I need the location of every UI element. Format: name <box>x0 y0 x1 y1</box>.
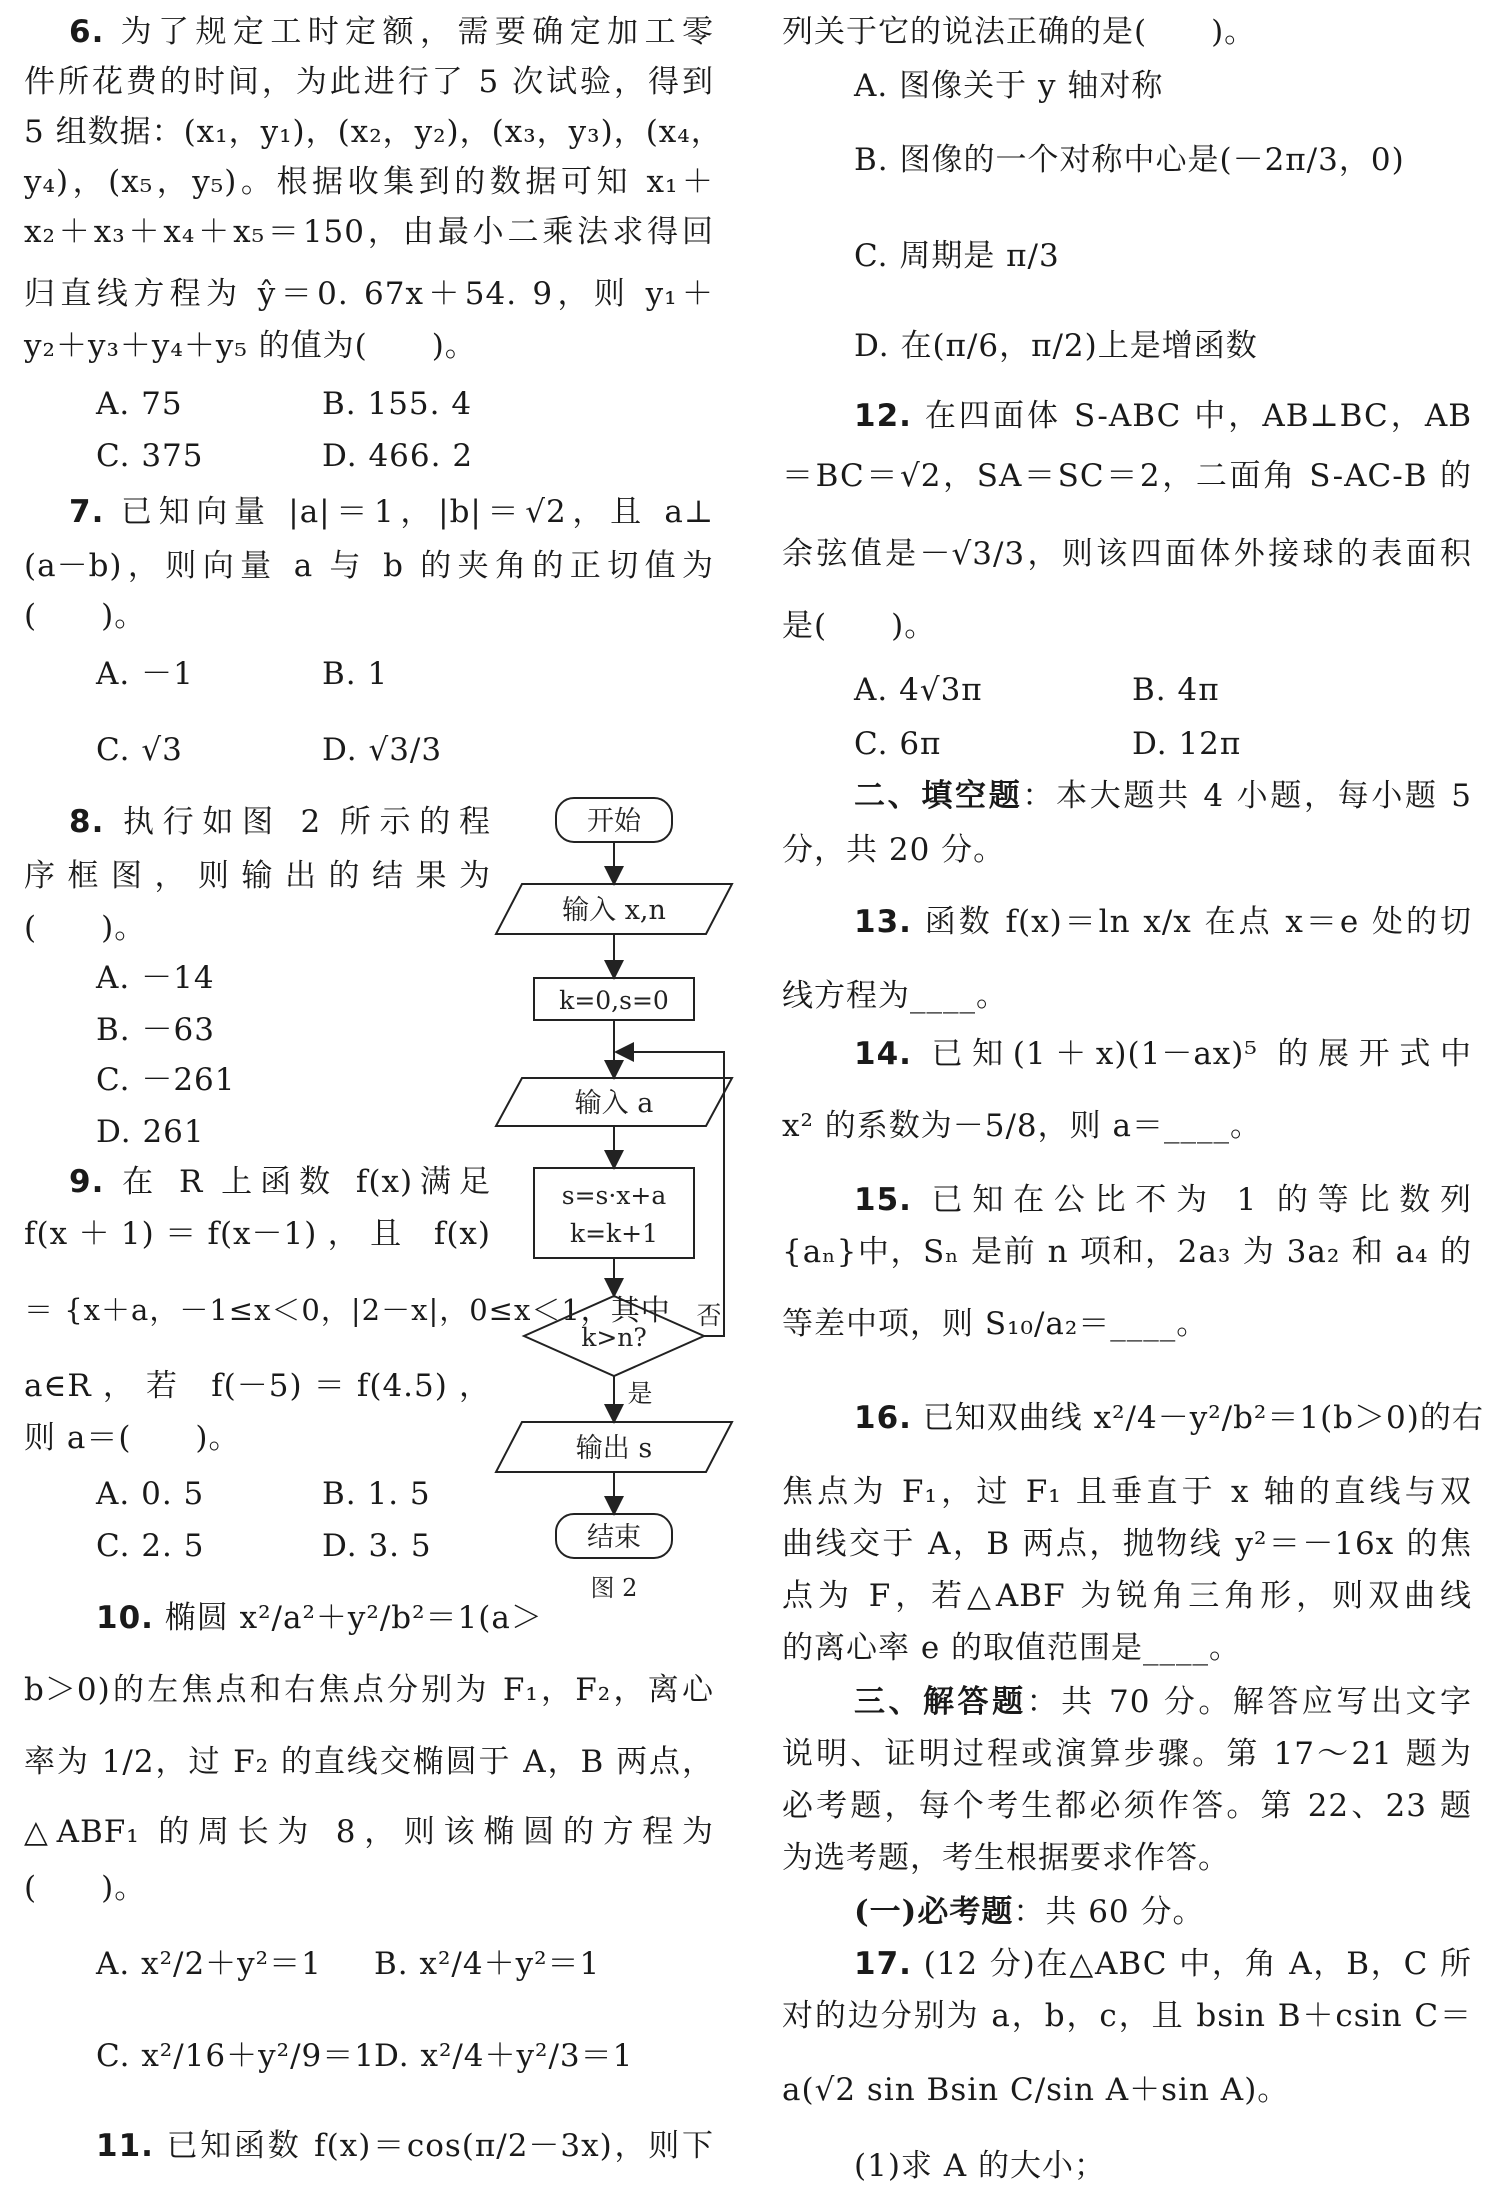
option-a: A. 4√3π <box>854 672 983 708</box>
question-9-line <box>24 1214 491 1254</box>
section-text: 为选考题，考生根据要求作答。 <box>782 1840 1230 1876</box>
question-10-line <box>24 1742 714 1782</box>
question-number: 16. <box>854 1400 912 1436</box>
question-text: 对的边分别为 a，b，c，且 bsin B＋csin C＝ <box>782 1998 1472 2034</box>
section-3-line <box>782 1786 1472 1826</box>
question-14-line <box>782 1106 1262 1146</box>
question-text: 在 R 上函数 f(x)满足 <box>104 1164 491 1200</box>
question-text: (12 分)在△ABC 中，角 A，B，C 所 <box>911 1946 1472 1982</box>
question-12-line <box>854 396 1472 436</box>
flow-update1-label: s=s·x+a <box>561 1181 667 1210</box>
question-text: 序框图，则输出的结果为 <box>24 858 491 894</box>
question-8-line <box>24 856 491 896</box>
question-text: f(x＋1)＝f(x－1)，且 f(x) <box>24 1216 491 1252</box>
question-14-line <box>854 1034 1472 1074</box>
question-number: 10. <box>96 1600 154 1636</box>
question-text: 等差中项，则 S₁₀/a₂＝____。 <box>782 1306 1209 1342</box>
question-text: 已知函数 f(x)＝cos(π/2－3x)，则下 <box>153 2128 714 2164</box>
question-text: 在四面体 S-ABC 中，AB⊥BC，AB <box>911 398 1472 434</box>
section-text: ：共 70 分。解答应写出文字 <box>1026 1684 1473 1720</box>
question-text: 执行如图 2 所示的程 <box>104 804 491 840</box>
question-10-line <box>24 1868 146 1908</box>
question-8-line <box>24 908 146 948</box>
question-text: 归直线方程为 ŷ＝0. 67x＋54. 9，则 y₁＋ <box>24 276 714 312</box>
question-text: x₂＋x₃＋x₄＋x₅＝150，由最小二乘法求得回 <box>24 214 714 250</box>
question-15-line <box>782 1304 1208 1344</box>
option-d: D. 261 <box>96 1114 205 1150</box>
question-number: 17. <box>854 1946 912 1982</box>
option-d: D. 12π <box>1132 726 1242 762</box>
option-d: D. 3. 5 <box>322 1528 432 1564</box>
question-6-line <box>24 212 714 252</box>
question-text: ( )。 <box>24 598 147 634</box>
flow-start-label: 开始 <box>587 806 641 837</box>
section-title: (一)必考题 <box>854 1894 1014 1930</box>
flow-update2-label: k=k+1 <box>569 1219 659 1248</box>
question-text: (1)求 A 的大小； <box>854 2148 1107 2184</box>
option-b: B. 图像的一个对称中心是(－2π/3，0) <box>854 142 1405 178</box>
question-text: ( )。 <box>24 1870 147 1906</box>
option-d: D. 466. 2 <box>322 438 474 474</box>
question-7-line <box>24 546 714 586</box>
option-a: A. 0. 5 <box>96 1476 205 1512</box>
question-12-line <box>782 534 1472 574</box>
question-17-line <box>782 1996 1472 2036</box>
question-text: 函数 f(x)＝ln x/x 在点 x＝e 处的切 <box>911 904 1472 940</box>
question-text: ( )。 <box>24 910 147 946</box>
section-2-heading <box>854 776 1472 816</box>
option-c: C. 周期是 π/3 <box>854 238 1060 274</box>
option-c: C. √3 <box>96 732 183 768</box>
question-text: (a－b)，则向量 a 与 b 的夹角的正切值为 <box>24 548 714 584</box>
flow-no-label: 否 <box>696 1301 722 1330</box>
question-6-line <box>24 326 477 366</box>
question-text: △ABF₁ 的周长为 8，则该椭圆的方程为 <box>24 1814 714 1850</box>
question-10-line <box>24 1812 714 1852</box>
flow-init-label: k=0,s=0 <box>559 986 669 1015</box>
question-text: 已知在公比不为 1 的等比数列 <box>911 1182 1472 1218</box>
question-text: 焦点为 F₁，过 F₁ 且垂直于 x 轴的直线与双 <box>782 1474 1472 1510</box>
option-b: B. 1 <box>322 656 389 692</box>
question-text: a∈R，若 f(－5)＝f(4.5)， <box>24 1368 491 1404</box>
question-6-line <box>24 162 714 202</box>
option-d: D. x²/4＋y²/3＝1 <box>374 2038 634 2074</box>
question-10-line <box>96 1598 543 1638</box>
question-text: 率为 1/2，过 F₂ 的直线交椭圆于 A，B 两点， <box>24 1744 714 1780</box>
question-11-line <box>96 2126 714 2166</box>
question-text: 的离心率 e 的取值范围是____。 <box>782 1630 1242 1666</box>
flowchart-figure <box>484 790 744 1600</box>
option-b: B. 1. 5 <box>322 1476 431 1512</box>
section-3-line <box>782 1734 1472 1774</box>
option-c: C. －261 <box>96 1062 236 1098</box>
question-text: ＝ {x＋a，－1≤x＜0，|2－x|，0≤x＜1，其中 <box>24 1293 671 1327</box>
question-15-line <box>782 1232 1472 1272</box>
question-9-line <box>24 1418 241 1458</box>
question-text: 曲线交于 A，B 两点，抛物线 y²＝－16x 的焦 <box>782 1526 1472 1562</box>
flow-input-xn-label: 输入 x,n <box>562 895 666 926</box>
question-text: 5 组数据：(x₁，y₁)，(x₂，y₂)，(x₃，y₃)，(x₄， <box>24 114 723 150</box>
question-16-line <box>782 1472 1472 1512</box>
question-7-line <box>69 492 714 532</box>
question-text: 已知(1＋x)(1－ax)⁵ 的展开式中 <box>911 1036 1472 1072</box>
option-d: D. 在(π/6，π/2)上是增函数 <box>854 328 1258 364</box>
question-17-line <box>782 2070 1289 2110</box>
question-9-line <box>69 1162 491 1202</box>
option-a: A. 75 <box>96 386 183 422</box>
question-text: 已知双曲线 x²/4－y²/b²＝1(b＞0)的右 <box>911 1400 1484 1436</box>
option-b: B. 4π <box>1132 672 1220 708</box>
question-text: 点为 F，若△ABF 为锐角三角形，则双曲线 <box>782 1578 1472 1614</box>
section-text: 分，共 20 分。 <box>782 832 1006 868</box>
question-text: 余弦值是－√3/3，则该四面体外接球的表面积 <box>782 536 1472 572</box>
question-number: 6. <box>69 14 105 50</box>
figure-caption: 图 2 <box>590 1574 638 1600</box>
question-11-line <box>782 12 1256 52</box>
option-b: B. －63 <box>96 1012 215 1048</box>
flow-end-label: 结束 <box>587 1522 641 1553</box>
question-number: 15. <box>854 1182 912 1218</box>
question-text: a(√2 sin Bsin C/sin A＋sin A)。 <box>782 2072 1290 2108</box>
option-b: B. 155. 4 <box>322 386 473 422</box>
question-text: y₂＋y₃＋y₄＋y₅ 的值为( )。 <box>24 328 477 364</box>
question-text: y₄)，(x₅，y₅)。根据收集到的数据可知 x₁＋ <box>24 164 714 200</box>
section-title: 三、解答题 <box>854 1684 1027 1720</box>
option-c: C. 375 <box>96 438 204 474</box>
question-10-line <box>24 1670 714 1710</box>
question-17-line <box>854 1944 1472 1984</box>
section-text: ：共 60 分。 <box>1013 1894 1205 1930</box>
question-6-line <box>69 12 714 52</box>
question-text: 则 a＝( )。 <box>24 1420 241 1456</box>
question-text: 列关于它的说法正确的是( )。 <box>782 14 1257 50</box>
question-number: 13. <box>854 904 912 940</box>
flowchart-svg <box>484 790 744 1600</box>
question-16-line <box>782 1524 1472 1564</box>
question-text: {aₙ}中，Sₙ 是前 n 项和，2a₃ 为 3a₂ 和 a₄ 的 <box>782 1234 1472 1270</box>
section-text: 说明、证明过程或演算步骤。第 17～21 题为 <box>782 1736 1472 1772</box>
flow-output-label: 输出 s <box>575 1433 653 1464</box>
option-c: C. 2. 5 <box>96 1528 205 1564</box>
section-3a-heading <box>854 1892 1205 1932</box>
section-title: 二、填空题 <box>854 778 1023 814</box>
question-16-line <box>854 1398 1484 1438</box>
option-b: B. x²/4＋y²＝1 <box>374 1946 601 1982</box>
question-16-line <box>782 1628 1241 1668</box>
question-12-line <box>782 456 1472 496</box>
question-6-line <box>24 274 714 314</box>
question-6-line <box>24 112 723 152</box>
option-a: A. x²/2＋y²＝1 <box>96 1946 322 1982</box>
question-number: 12. <box>854 398 912 434</box>
question-9-line <box>24 1366 491 1406</box>
section-3-heading <box>854 1682 1472 1722</box>
question-text: 椭圆 x²/a²＋y²/b²＝1(a＞ <box>153 1600 543 1636</box>
section-text: 必考题，每个考生都必须作答。第 22、23 题 <box>782 1788 1472 1824</box>
flow-cond-label: k>n? <box>581 1323 647 1352</box>
question-13-line <box>782 976 1008 1016</box>
question-text: ＝BC＝√2，SA＝SC＝2，二面角 S-AC-B 的 <box>782 458 1472 494</box>
question-13-line <box>854 902 1472 942</box>
question-8-line <box>69 802 491 842</box>
option-d: D. √3/3 <box>322 732 443 768</box>
option-a: A. －14 <box>96 960 215 996</box>
question-17-line <box>854 2146 1106 2186</box>
question-number: 8. <box>69 804 105 840</box>
option-a: A. 图像关于 y 轴对称 <box>854 68 1164 104</box>
question-15-line <box>854 1180 1472 1220</box>
question-text: b＞0)的左焦点和右焦点分别为 F₁，F₂，离心 <box>24 1672 714 1708</box>
question-7-line <box>24 596 146 636</box>
question-6-line <box>24 62 714 102</box>
flow-input-a-label: 输入 a <box>574 1088 654 1119</box>
question-number: 9. <box>69 1164 105 1200</box>
question-number: 11. <box>96 2128 154 2164</box>
question-12-line <box>782 606 936 646</box>
option-c: C. 6π <box>854 726 942 762</box>
section-3-line <box>782 1838 1230 1878</box>
question-text: 件所花费的时间，为此进行了 5 次试验，得到 <box>24 64 714 100</box>
question-number: 7. <box>69 494 105 530</box>
question-text: 是( )。 <box>782 608 937 644</box>
question-text: 已知向量 |a|＝1，|b|＝√2，且 a⊥ <box>104 494 714 530</box>
option-a: A. －1 <box>96 656 194 692</box>
question-text: 为了规定工时定额，需要确定加工零 <box>104 14 714 50</box>
option-c: C. x²/16＋y²/9＝1 <box>96 2038 375 2074</box>
section-2-line <box>782 830 1005 870</box>
question-text: 线方程为____。 <box>782 978 1008 1014</box>
question-16-line <box>782 1576 1472 1616</box>
flow-yes-label: 是 <box>627 1379 653 1408</box>
question-number: 14. <box>854 1036 912 1072</box>
question-text: x² 的系数为－5/8，则 a＝____。 <box>782 1108 1262 1144</box>
section-text: ：本大题共 4 小题，每小题 5 <box>1022 778 1472 814</box>
